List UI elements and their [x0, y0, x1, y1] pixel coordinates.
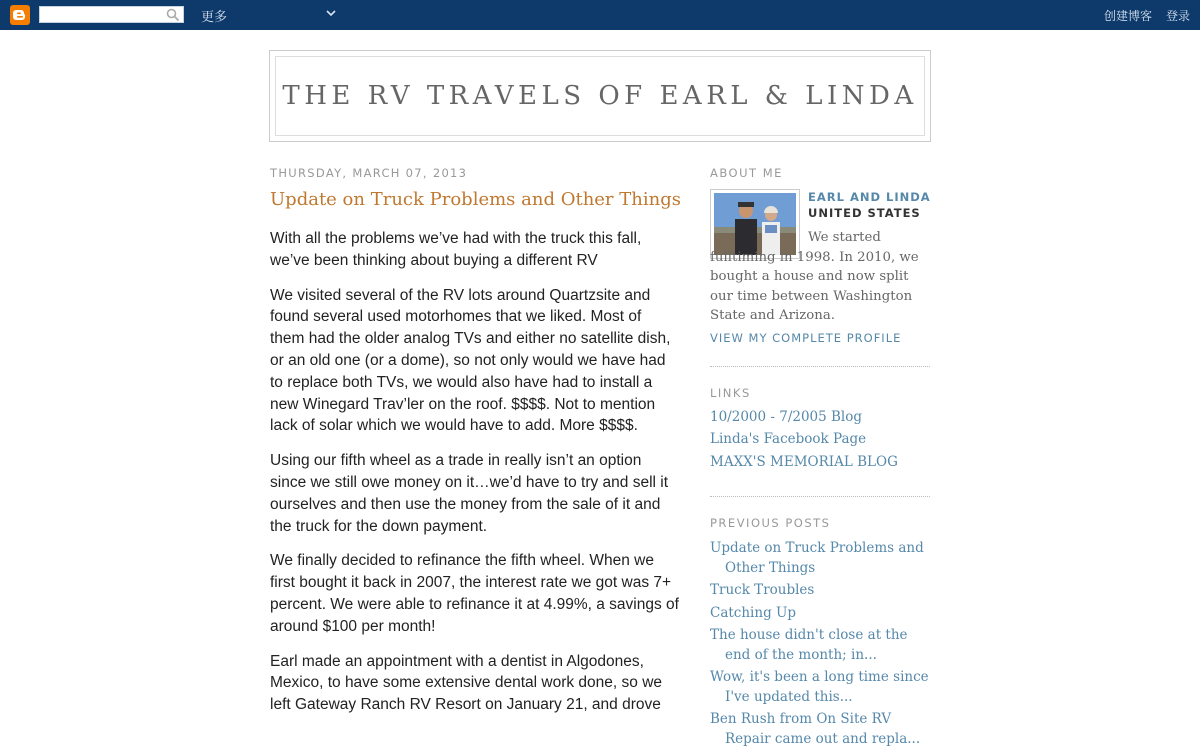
navbar-search-box: [39, 6, 184, 23]
previous-posts-list: [710, 539, 932, 752]
view-profile-link[interactable]: VIEW MY COMPLETE PROFILE: [710, 331, 902, 345]
chevron-down-icon[interactable]: [326, 9, 336, 17]
links-heading: LINKS: [710, 386, 751, 400]
about-me-heading: ABOUT ME: [710, 166, 783, 180]
previous-post-link[interactable]: Catching Up: [710, 604, 797, 621]
previous-post-link[interactable]: Ben Rush from On Site RV Repair came out and repla...: [710, 711, 921, 747]
profile-about-text: We started fulltiming in 1998. In 2010, we bought a house and now split our time between Washington State and Arizona.: [710, 230, 919, 324]
navbar-search-input[interactable]: [42, 7, 160, 22]
link-old-blog[interactable]: 10/2000 - 7/2005 Blog: [710, 409, 863, 425]
create-blog-link[interactable]: 创建博客: [1104, 9, 1153, 23]
previous-post-link[interactable]: The house didn't close at the end of the month; in...: [710, 627, 908, 663]
navbar-more-menu[interactable]: 更多: [201, 10, 228, 25]
previous-post-link[interactable]: Update on Truck Problems and Other Things: [710, 540, 924, 576]
previous-post-link[interactable]: Wow, it's been a long time since I've updated this...: [710, 669, 929, 705]
previous-post-link[interactable]: Truck Troubles: [710, 582, 815, 598]
blogger-logo-icon[interactable]: [10, 5, 30, 25]
post-paragraph: Earl made an appointment with a dentist in Algodones, Mexico, to have some extensive dental work done, so we left Gateway Ranch RV Resort on January 21, and drove: [270, 652, 663, 714]
post-paragraph: We visited several of the RV lots around Quartzsite and found several used motorhomes that we liked. Most of them had the older analog TVs and either no satellite dish, or an old one (or a dome), so not only would we have had to replace both TVs, we would also have had to install a new Winegard Trav’ler on the roof. $$$$. Not to mention lack of solar which we would have to add. More $$$$.: [270, 286, 671, 435]
profile-location: UNITED STATES: [808, 206, 921, 220]
blog-header-inner: [275, 56, 925, 136]
previous-posts-heading: PREVIOUS POSTS: [710, 516, 831, 530]
post-paragraph: We finally decided to refinance the fifth wheel. When we first bought it back in 2007, the interest rate we got was 7+ percent. We were able to refinance it at 4.99%, a savings of around $100 per month!: [270, 552, 679, 635]
search-icon[interactable]: [166, 8, 180, 22]
blogger-navbar: [0, 0, 1200, 30]
post-date: THURSDAY, MARCH 07, 2013: [270, 166, 468, 180]
link-memorial-blog[interactable]: MAXX'S MEMORIAL BLOG: [710, 454, 898, 470]
login-link[interactable]: 登录: [1166, 9, 1191, 23]
sidebar-divider: [710, 366, 930, 367]
blog-header: [269, 50, 931, 142]
profile-name-link[interactable]: EARL AND LINDA: [808, 190, 931, 204]
post-paragraph: Using our fifth wheel as a trade in really isn’t an option since we still owe money on it…we’d have to try and sell it ourselves and then use the money from the sale of it and the truck for the down payment.: [270, 452, 669, 535]
blog-title[interactable]: THE RV TRAVELS OF EARL & LINDA: [282, 81, 918, 111]
post-paragraph: With all the problems we’ve had with the truck this fall, we’ve been thinking about buying a different RV: [270, 230, 642, 269]
sidebar-divider: [710, 496, 930, 497]
post-body: [270, 228, 680, 729]
link-facebook-page[interactable]: Linda's Facebook Page: [710, 431, 867, 447]
post-title[interactable]: Update on Truck Problems and Other Things: [270, 189, 681, 210]
